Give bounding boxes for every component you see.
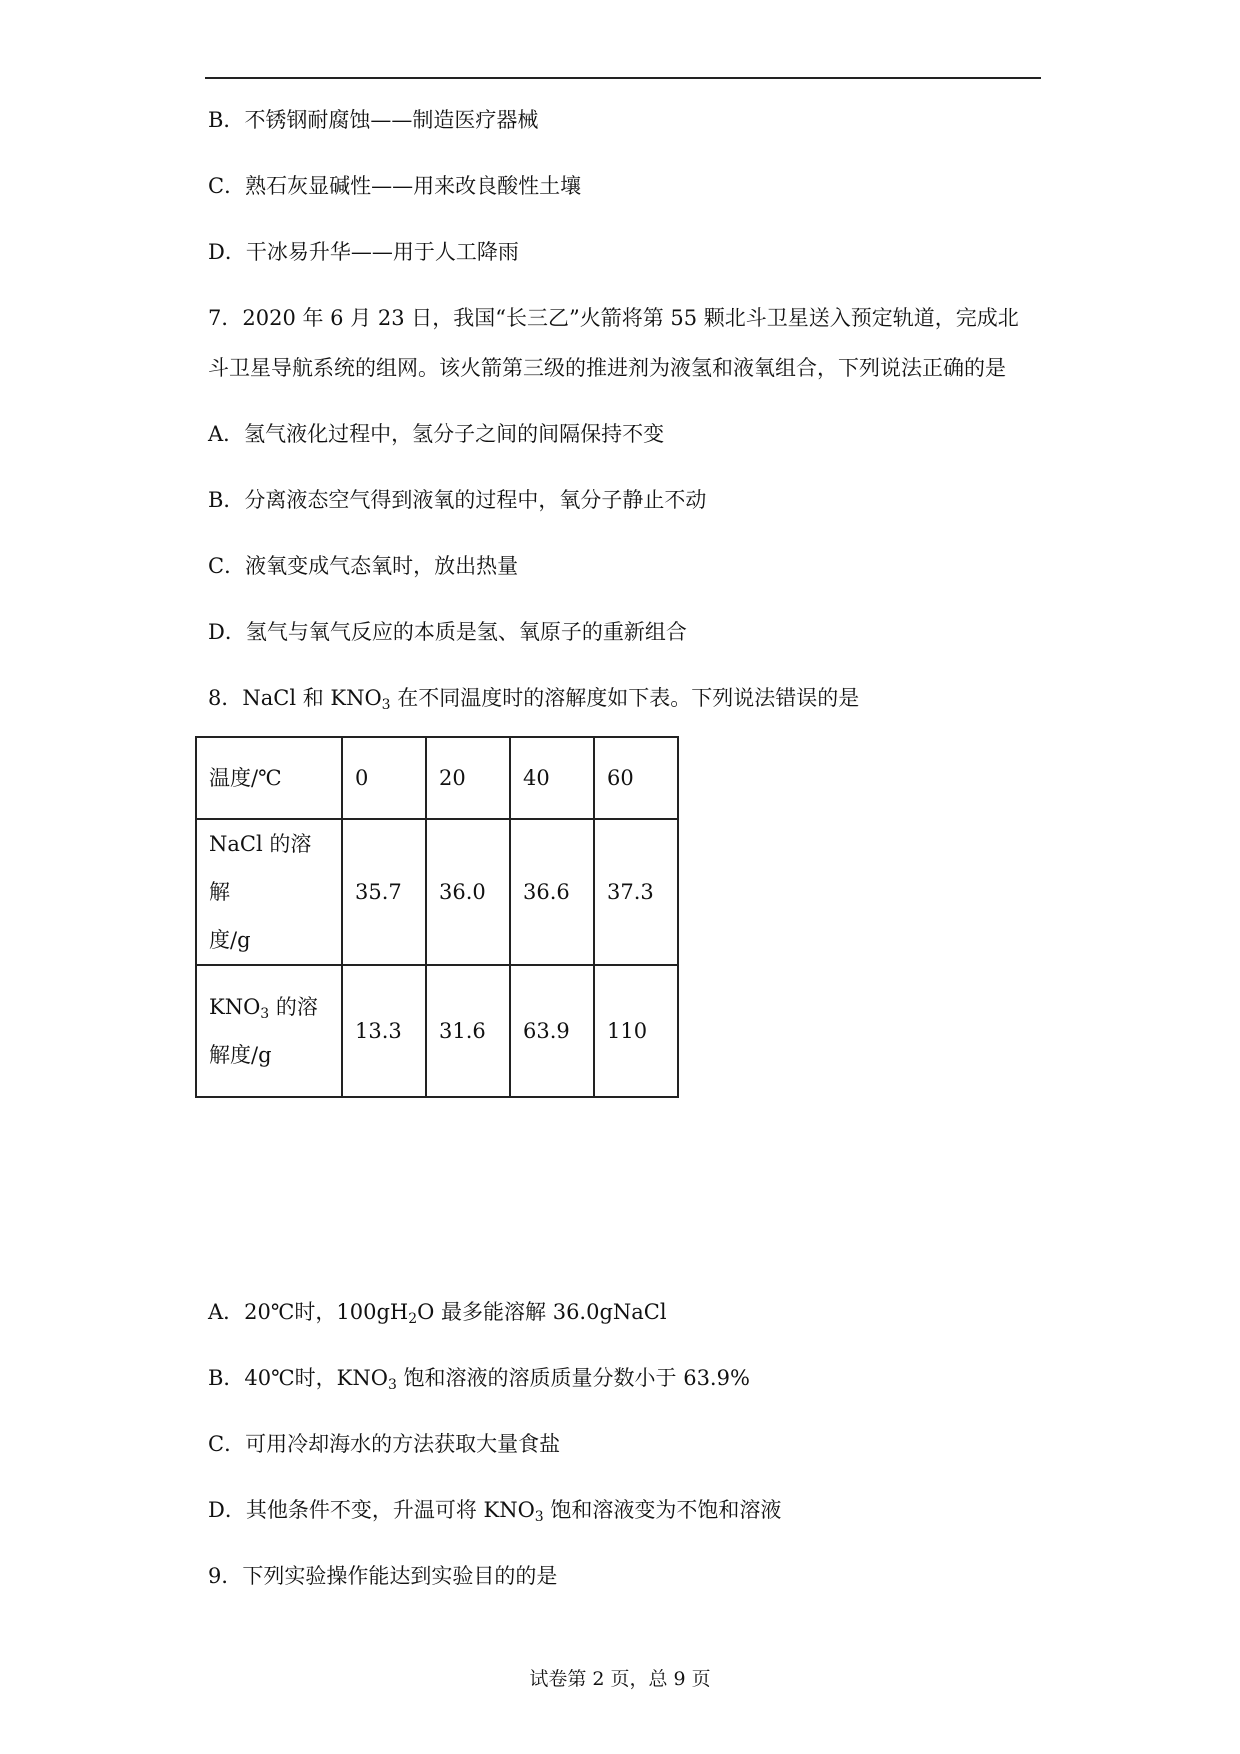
q7-stem-line2: 斗卫星导航系统的组网。该火箭第三级的推进剂为液氢和液氧组合，下列说法正确的是 (208, 356, 1006, 380)
q8-option-c: C．可用冷却海水的方法获取大量食盐 (208, 1432, 561, 1456)
table-cell: 63.9 (510, 965, 594, 1097)
q7-option-d: D．氢气与氧气反应的本质是氢、氧原子的重新组合 (208, 620, 687, 644)
q7-option-a: A．氢气液化过程中，氢分子之间的间隔保持不变 (208, 422, 665, 446)
q8-option-d: D．其他条件不变，升温可将 $KNO_3$ 饱和溶液变为不饱和溶液 (208, 1498, 782, 1525)
header-rule (205, 77, 1041, 79)
table-cell: 40 (510, 737, 594, 819)
table-cell: 35.7 (342, 819, 426, 965)
table-cell: 20 (426, 737, 510, 819)
q6-option-c: C．熟石灰显碱性——用来改良酸性土壤 (208, 174, 582, 198)
table-cell: 37.3 (594, 819, 678, 965)
table-cell: 0 (342, 737, 426, 819)
page-footer: 试卷第 2 页，总 9 页 (529, 1668, 711, 1690)
q8-stem: 8．NaCl 和 $KNO_3$ 在不同温度时的溶解度如下表。下列说法错误的是 (208, 686, 860, 713)
table-cell: 110 (594, 965, 678, 1097)
table-cell: 60 (594, 737, 678, 819)
table-row (196, 965, 678, 1097)
q6-option-b: B．不锈钢耐腐蚀——制造医疗器械 (208, 108, 539, 132)
table-cell: 36.6 (510, 819, 594, 965)
q7-option-c: C．液氧变成气态氧时，放出热量 (208, 554, 519, 578)
table-cell: $KNO_3$ 的溶 解度/g (196, 965, 342, 1097)
q8-option-b: B．40℃时，$KNO_3$ 饱和溶液的溶质质量分数小于 63.9% (208, 1366, 750, 1393)
table-cell: 36.0 (426, 819, 510, 965)
table-cell: 31.6 (426, 965, 510, 1097)
q8-option-a: A．20℃时，$100gH_2O$ 最多能溶解 36.0gNaCl (208, 1300, 667, 1327)
table-row (196, 819, 678, 965)
q9-stem: 9．下列实验操作能达到实验目的的是 (208, 1564, 558, 1588)
table-cell: 温度/℃ (196, 737, 342, 819)
solubility-table (195, 736, 679, 1098)
q7-option-b: B．分离液态空气得到液氧的过程中，氧分子静止不动 (208, 488, 707, 512)
table-cell: NaCl 的溶解 度/g (196, 819, 342, 965)
q7-stem-line1: 7．2020 年 6 月 23 日，我国“长三乙”火箭将第 55 颗北斗卫星送入预定轨道，完成北 (208, 306, 1019, 330)
q6-option-d: D．干冰易升华——用于人工降雨 (208, 240, 519, 264)
table-cell: 13.3 (342, 965, 426, 1097)
table-row (196, 737, 678, 819)
